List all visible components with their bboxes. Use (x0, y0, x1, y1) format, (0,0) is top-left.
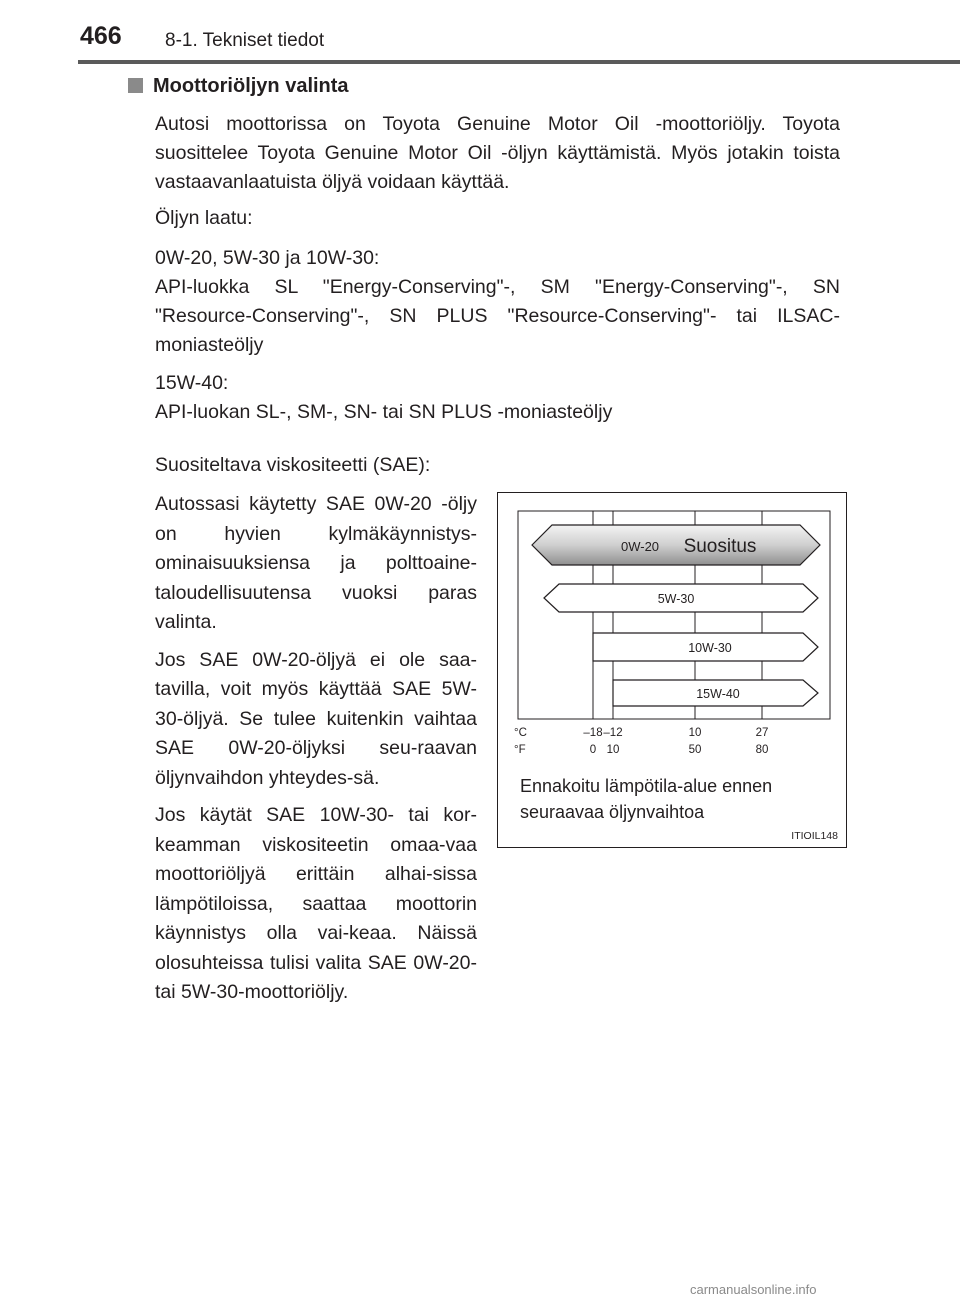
grade-a-text: API-luokka SL "Energy-Conserving"-, SM "Energy-Conserving"-, SN "Resource-Conserving"-, SN PLUS "Resource-Conserving"- tai ILSAC-moniasteöljy (155, 276, 840, 356)
column-paragraph: Jos käytät SAE 10W-30- tai kor-keamman viskositeetin omaa-vaa moottoriöljyä erittäin alhai-sissa lämpötiloissa, saattaa moottorin käynnistys olla vai-keaa. Näissä olosuhteissa tulisi valita SAE 0W-20- tai 5W-30-moottoriöljy. (155, 804, 477, 1003)
section-heading-text: Moottoriöljyn valinta (153, 75, 349, 97)
tick-f: 10 (606, 744, 620, 756)
column-paragraph: Autossasi käytetty SAE 0W-20 -öljy on hyvien kylmäkäynnistys-ominaisuuksiensa ja polttoaine-taloudellisuutensa vuoksi paras valinta. (155, 493, 477, 633)
grade-a-title: 0W-20, 5W-30 ja 10W-30: (155, 247, 380, 269)
tick-c: –18 (583, 727, 603, 739)
section-heading (128, 75, 349, 98)
bar-label-0w-20: 0W-20 (620, 539, 660, 554)
figure-caption: Ennakoitu lämpötila-alue ennen seuraavaa öljynvaihtoa (520, 776, 773, 822)
oil-quality-label: Öljyn laatu: (155, 207, 253, 229)
tick-f: 0 (589, 744, 597, 756)
tick-c: 27 (755, 727, 769, 739)
bar-label-15w-40: 15W-40 (696, 687, 740, 701)
left-column (155, 490, 477, 1016)
bar-label-10w-30: 10W-30 (688, 641, 732, 655)
figure-code: ITIOIL148 (791, 830, 838, 842)
footer-watermark: carmanualsonline.info (690, 1282, 817, 1297)
bar-0w-20 (532, 525, 820, 565)
axis-unit-c: °C (514, 727, 527, 739)
tick-f: 50 (688, 744, 702, 756)
grade-b-title: 15W-40: (155, 372, 229, 394)
intro-paragraph: Autosi moottorissa on Toyota Genuine Motor Oil -moottoriöljy. Toyota suosittelee Toyota Genuine Motor Oil -öljyn käyttämistä. Myös jotakin toista vastaavanlaatuista öljyä voidaan käyttää. (155, 113, 840, 193)
viscosity-label: Suositeltava viskositeetti (SAE): (155, 454, 431, 476)
header-rule (78, 60, 960, 64)
axis-unit-f: °F (514, 744, 526, 756)
square-bullet-icon (128, 78, 143, 93)
tick-f: 80 (755, 744, 769, 756)
tick-c: 10 (688, 727, 702, 739)
tick-c: –12 (603, 727, 623, 739)
page-number: 466 (80, 22, 122, 50)
grade-b-text: API-luokan SL-, SM-, SN- tai SN PLUS -moniasteöljy (155, 401, 613, 423)
viscosity-figure (497, 492, 847, 848)
bar-label-5w-30: 5W-30 (657, 592, 695, 606)
section-title: 8-1. Tekniset tiedot (165, 30, 325, 51)
column-paragraph: Jos SAE 0W-20-öljyä ei ole saa-tavilla, voit myös käyttää SAE 5W-30-öljyä. Se tulee kuitenkin vaihtaa SAE 0W-20-öljyksi seu-raavan öljynvaihdon yhteydes-sä. (155, 648, 477, 789)
recommended-label: Suositus (683, 536, 757, 557)
